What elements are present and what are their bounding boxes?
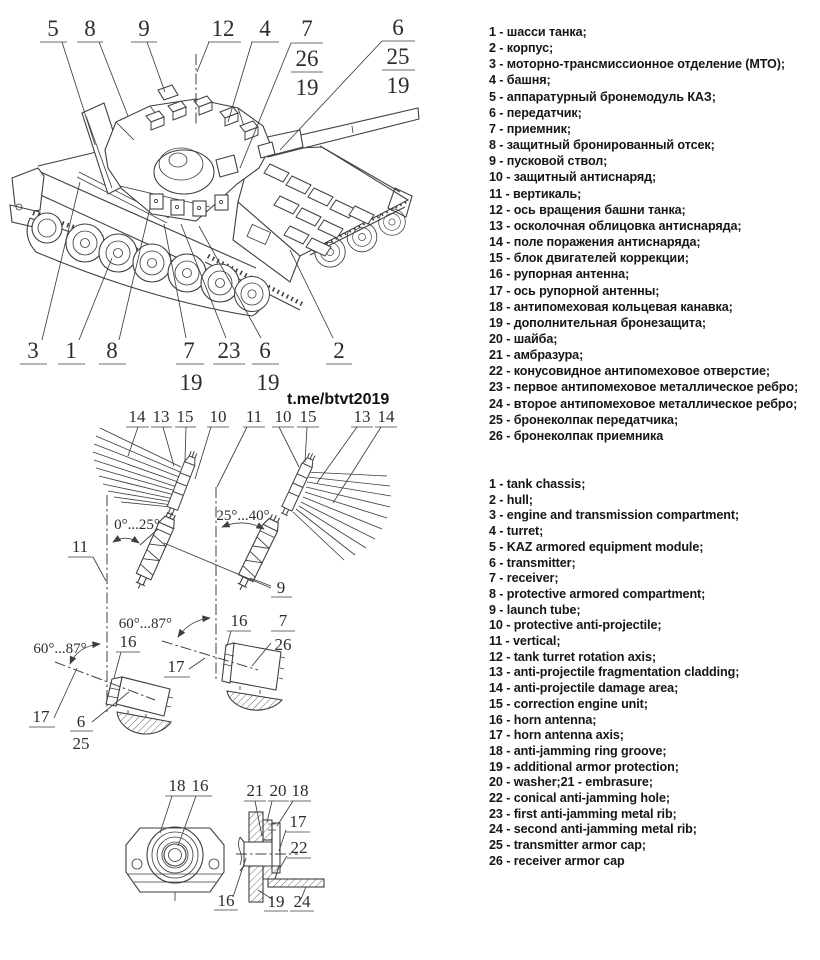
damage-area-fan-right xyxy=(293,472,391,560)
callout-25-horn: 25 xyxy=(72,734,90,753)
callout-19-section: 19 xyxy=(267,892,285,911)
callout-16-left: 16 xyxy=(119,632,137,651)
callout-11-top: 11 xyxy=(245,407,263,426)
angle-label-60-87-right: 60°...87° xyxy=(118,616,172,632)
legend-item-en: 12 - tank turret rotation axis; xyxy=(489,649,656,664)
legend-item-ru: 4 - башня; xyxy=(489,73,551,88)
legend-item-en: 22 - conical anti-jamming hole; xyxy=(489,791,670,806)
legend-item-ru: 3 - моторно-трансмиссионное отделение (МТО); xyxy=(489,57,785,72)
tank-figure xyxy=(10,15,419,408)
horn-front-view xyxy=(126,776,224,901)
legend-item-ru: 20 - шайба; xyxy=(489,331,558,346)
legend-item-ru: 21 - амбразура; xyxy=(489,348,584,363)
legend-item-en: 26 - receiver armor cap xyxy=(489,853,625,868)
legend-item-en: 2 - hull; xyxy=(489,492,533,507)
legend-item-ru: 16 - рупорная антенна; xyxy=(489,267,630,282)
legend-item-en: 10 - protective anti-projectile; xyxy=(489,618,662,633)
callout-24-section: 24 xyxy=(293,892,311,911)
damage-area-fan-left xyxy=(93,428,181,507)
legend-item-en: 7 - receiver; xyxy=(489,571,559,586)
legend-item-en: 5 - KAZ armored equipment module; xyxy=(489,539,704,554)
legend-item-en: 4 - turret; xyxy=(489,524,544,539)
callout-6-horn: 6 xyxy=(76,712,86,731)
callout-7: 7 xyxy=(301,16,313,41)
legend-item-en: 11 - vertical; xyxy=(489,634,561,649)
legend-item-en: 3 - engine and transmission compartment; xyxy=(489,508,740,523)
callout-18-section: 18 xyxy=(291,781,309,800)
angle-label-0-25: 0°...25° xyxy=(114,517,160,533)
horn-section-view xyxy=(214,781,324,911)
callout-15b: 15 xyxy=(299,407,317,426)
callout-22-section: 22 xyxy=(290,838,308,857)
legend-russian xyxy=(489,24,817,444)
callout-11-left: 11 xyxy=(71,537,89,556)
callout-b6: 6 xyxy=(259,338,271,363)
legend-item-ru: 23 - первое антипомеховое металлическое ребро; xyxy=(489,380,799,395)
detail-figure xyxy=(126,776,324,911)
legend-item-en: 18 - anti-jamming ring groove; xyxy=(489,743,667,758)
callout-5: 5 xyxy=(47,16,59,41)
legend-item-en: 16 - horn antenna; xyxy=(489,712,597,727)
anti-projectile-right xyxy=(279,451,317,516)
callout-14b: 14 xyxy=(377,407,395,426)
legend-item-ru: 11 - вертикаль; xyxy=(489,186,582,201)
callout-b8: 8 xyxy=(106,338,118,363)
anti-projectile-left xyxy=(165,449,199,515)
callout-12: 12 xyxy=(211,16,235,41)
legend-item-ru: 15 - блок двигателей коррекции; xyxy=(489,251,689,266)
angle-label-60-87-left: 60°...87° xyxy=(33,641,87,657)
legend-item-en: 17 - horn antenna axis; xyxy=(489,728,624,743)
legend-item-ru: 19 - дополнительная бронезащита; xyxy=(489,315,707,330)
legend-item-ru: 8 - защитный бронированный отсек; xyxy=(489,138,715,153)
angle-label-25-40: 25°...40° xyxy=(216,508,270,524)
callout-7-horn: 7 xyxy=(278,611,288,630)
callout-19b: 19 xyxy=(386,73,410,98)
callout-10b: 10 xyxy=(274,407,292,426)
callout-6: 6 xyxy=(392,15,404,40)
callout-9-tubes: 9 xyxy=(276,578,286,597)
legend-item-en: 14 - anti-projectile damage area; xyxy=(489,681,679,696)
callout-b23: 23 xyxy=(217,338,241,363)
legend-item-ru: 18 - антипомеховая кольцевая канавка; xyxy=(489,299,733,314)
callout-b2: 2 xyxy=(333,338,345,363)
legend-item-ru: 9 - пусковой ствол; xyxy=(489,154,608,169)
legend-item-ru: 10 - защитный антиснаряд; xyxy=(489,170,657,185)
callout-13b: 13 xyxy=(353,407,371,426)
callout-8: 8 xyxy=(84,16,96,41)
legend-item-ru: 6 - передатчик; xyxy=(489,105,582,120)
tank-left-track xyxy=(27,213,269,316)
legend-item-ru: 5 - аппаратурный бронемодуль КАЗ; xyxy=(489,89,716,104)
callout-4: 4 xyxy=(259,16,271,41)
callout-21-section: 21 xyxy=(246,781,264,800)
callout-20-section: 20 xyxy=(269,781,287,800)
legend-item-ru: 26 - бронеколпак приемника xyxy=(489,428,664,443)
tank-gun-barrel xyxy=(258,108,419,158)
callout-17-section: 17 xyxy=(289,812,307,831)
legend-item-ru: 24 - второе антипомеховое металлическое ребро; xyxy=(489,396,798,411)
callout-13a: 13 xyxy=(152,407,170,426)
legend-item-en: 8 - protective armored compartment; xyxy=(489,586,706,601)
watermark-text: t.me/btvt2019 xyxy=(287,391,390,408)
legend-item-ru: 12 - ось вращения башни танка; xyxy=(489,202,686,217)
callout-b7: 7 xyxy=(183,338,195,363)
legend-item-ru: 14 - поле поражения антиснаряда; xyxy=(489,235,701,250)
callout-16-right: 16 xyxy=(230,611,248,630)
legend-item-ru: 13 - осколочная облицовка антиснаряда; xyxy=(489,218,742,233)
callout-17-left: 17 xyxy=(32,707,50,726)
legend-item-en: 20 - washer;21 - embrasure; xyxy=(489,775,653,790)
horn-assembly-left xyxy=(29,632,173,753)
callout-9: 9 xyxy=(138,16,150,41)
callout-26: 26 xyxy=(295,46,319,71)
legend-item-ru: 2 - корпус; xyxy=(489,41,554,56)
legend-english xyxy=(489,477,817,870)
callout-10a: 10 xyxy=(209,407,227,426)
legend-item-ru: 25 - бронеколпак передатчика; xyxy=(489,412,679,427)
legend-item-en: 19 - additional armor protection; xyxy=(489,759,679,774)
callout-19a: 19 xyxy=(295,75,319,100)
callout-15a: 15 xyxy=(176,407,194,426)
callout-16-front: 16 xyxy=(191,776,209,795)
callout-17-right: 17 xyxy=(167,657,185,676)
callout-26-horn: 26 xyxy=(274,635,292,654)
callout-b1: 1 xyxy=(65,338,77,363)
legend-item-en: 23 - first anti-jamming metal rib; xyxy=(489,806,677,821)
callout-16-section: 16 xyxy=(217,891,235,910)
legend-item-en: 6 - transmitter; xyxy=(489,555,576,570)
horn-figure xyxy=(29,611,295,753)
legend-item-en: 1 - tank chassis; xyxy=(489,477,586,491)
legend-item-ru: 1 - шасси танка; xyxy=(489,25,587,39)
legend-item-en: 9 - launch tube; xyxy=(489,602,581,617)
legend-item-en: 13 - anti-projectile fragmentation cladding; xyxy=(489,665,740,680)
callout-b19b: 19 xyxy=(256,370,280,395)
callout-b3: 3 xyxy=(27,338,39,363)
legend-item-ru: 7 - приемник; xyxy=(489,121,571,136)
legend-item-en: 24 - second anti-jamming metal rib; xyxy=(489,822,697,837)
legend-item-en: 15 - correction engine unit; xyxy=(489,696,648,711)
callout-18-front: 18 xyxy=(168,776,186,795)
callout-25: 25 xyxy=(386,44,410,69)
angle-arc-0-25 xyxy=(113,538,139,543)
legend-item-ru: 17 - ось рупорной антенны; xyxy=(489,283,660,298)
legend-item-ru: 22 - конусовидное антипомеховое отверстие; xyxy=(489,364,770,379)
legend-item-en: 25 - transmitter armor cap; xyxy=(489,838,646,853)
callout-14a: 14 xyxy=(128,407,146,426)
callout-b19a: 19 xyxy=(179,370,203,395)
